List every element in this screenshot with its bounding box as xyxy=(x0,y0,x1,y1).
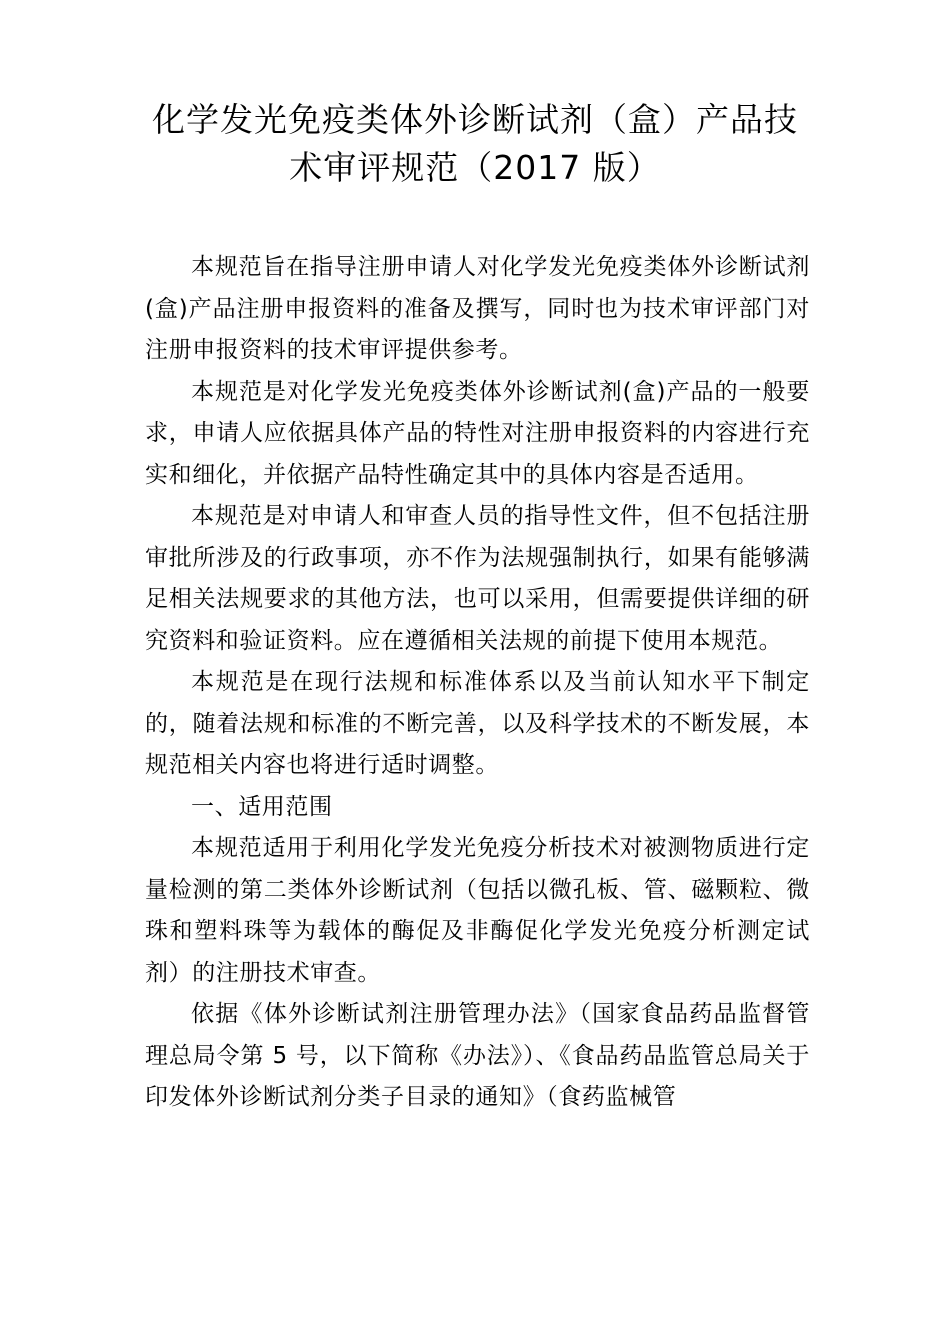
section-heading-scope: 一、适用范围 xyxy=(191,793,333,820)
paragraph-basis: 依据《体外诊断试剂注册管理办法》（国家食品药品监督管理总局令第 5 号，以下简称《办法》）、《食品药品监管总局关于印发体外诊断试剂分类子目录的通知》（食药监械管 xyxy=(145,1001,810,1110)
paragraph-adjustment: 本规范是在现行法规和标准体系以及当前认知水平下制定的，随着法规和标准的不断完善，以及科学技术的不断发展，本规范相关内容也将进行适时调整。 xyxy=(145,669,810,778)
paragraph-purpose: 本规范旨在指导注册申请人对化学发光免疫类体外诊断试剂(盒)产品注册申报资料的准备及撰写，同时也为技术审评部门对注册申报资料的技术审评提供参考。 xyxy=(145,254,810,363)
document-title-line-1: 化学发光免疫类体外诊断试剂（盒）产品技 xyxy=(152,100,798,139)
document-body xyxy=(145,247,810,1119)
paragraph-guidance-nature: 本规范是对申请人和审查人员的指导性文件，但不包括注册审批所涉及的行政事项，亦不作为法规强制执行，如果有能够满足相关法规要求的其他方法，也可以采用，但需要提供详细的研究资料和验证资料。应在遵循相关法规的前提下使用本规范。 xyxy=(145,503,810,654)
document-title-line-2: 术审评规范（2017 版） xyxy=(289,148,661,187)
paragraph-scope: 本规范适用于利用化学发光免疫分析技术对被测物质进行定量检测的第二类体外诊断试剂（包括以微孔板、管、磁颗粒、微珠和塑料珠等为载体的酶促及非酶促化学发光免疫分析测定试剂）的注册技术审查。 xyxy=(145,835,810,986)
paragraph-general-requirements: 本规范是对化学发光免疫类体外诊断试剂(盒)产品的一般要求，申请人应依据具体产品的特性对注册申报资料的内容进行充实和细化，并依据产品特性确定其中的具体内容是否适用。 xyxy=(145,378,810,488)
document-title xyxy=(0,96,950,192)
